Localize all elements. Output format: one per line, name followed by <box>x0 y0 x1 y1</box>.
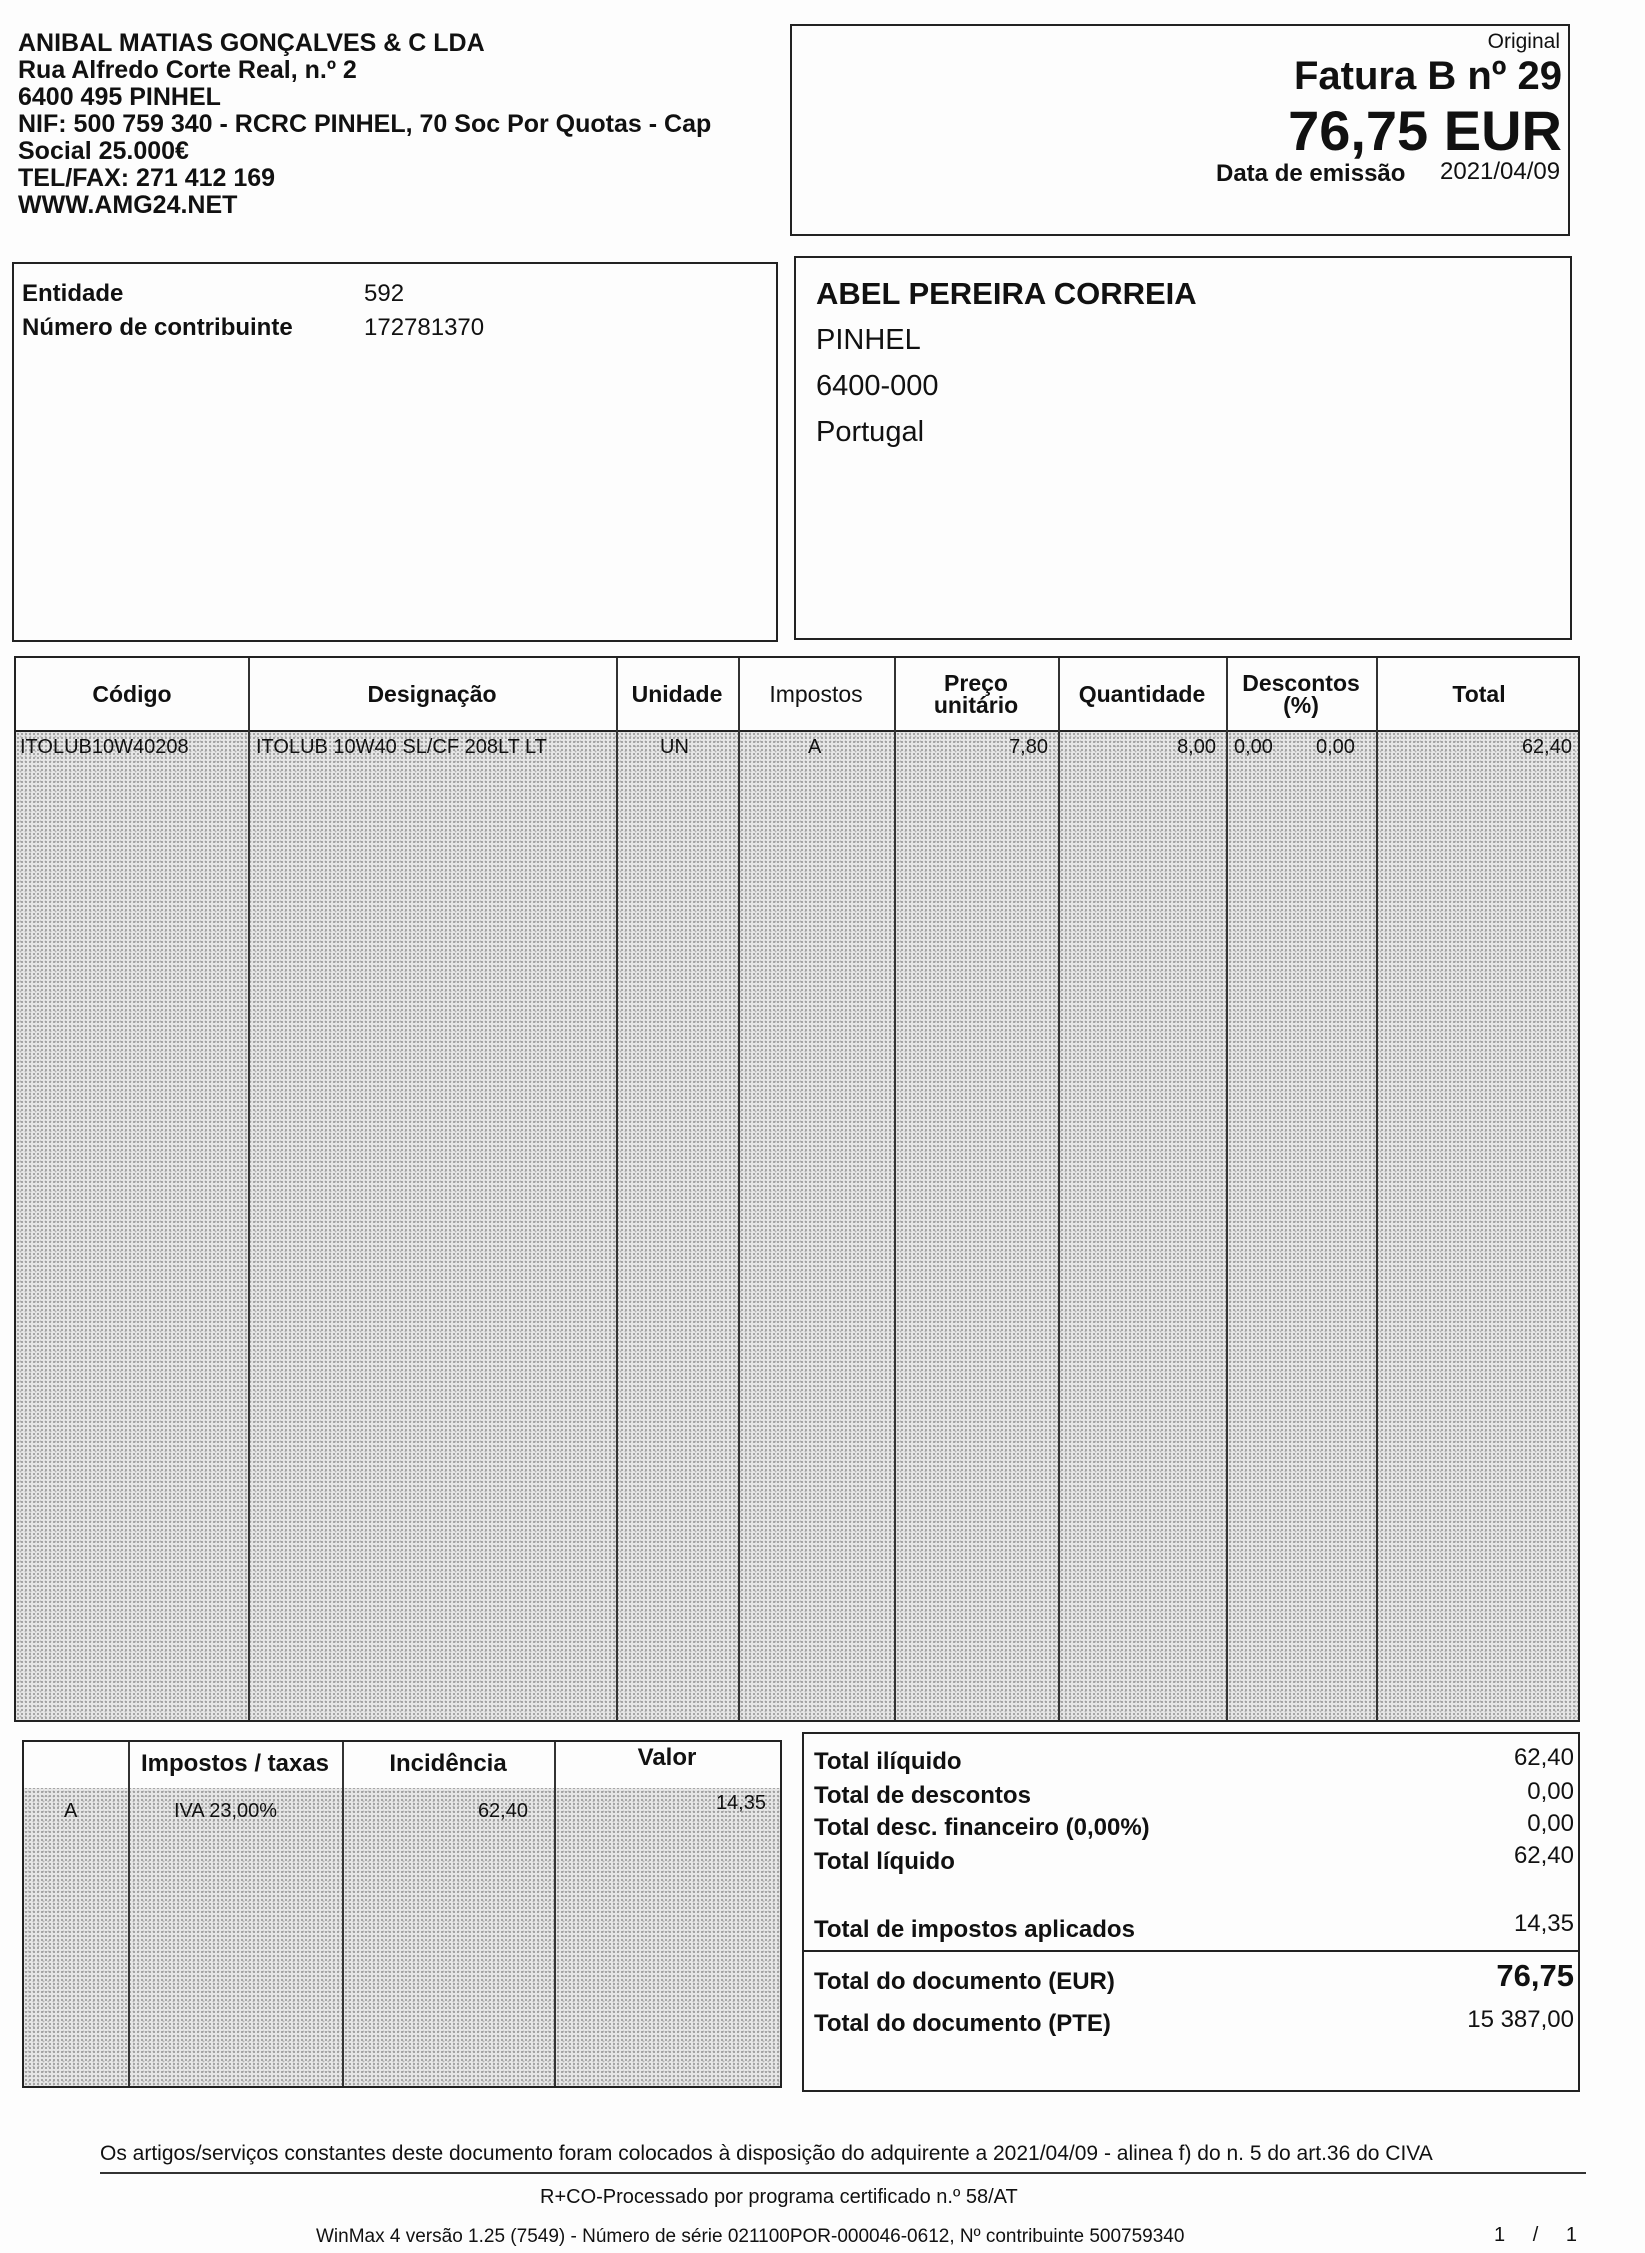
taxpayer-number-value: 172781370 <box>364 314 485 341</box>
tax-row-incidence: 62,40 <box>477 1800 528 1822</box>
column-header-discounts: Descontos (%) <box>1242 670 1360 718</box>
customer-name: ABEL PEREIRA CORREIA <box>816 276 1197 311</box>
column-header-total: Total <box>1452 681 1506 707</box>
invoice-copy-label: Original <box>1487 30 1560 53</box>
total-document-pte-label: Total do documento (PTE) <box>814 2010 1111 2037</box>
tax-row-code: A <box>64 1800 78 1822</box>
customer-postal-code: 6400-000 <box>816 370 939 402</box>
invoice-total: 76,75 EUR <box>1288 99 1562 162</box>
item-unit: UN <box>660 736 689 758</box>
item-discount-2: 0,00 <box>1316 736 1355 758</box>
total-document-eur-label: Total do documento (EUR) <box>814 1968 1115 1995</box>
total-document-pte-value: 15 387,00 <box>1467 2006 1574 2033</box>
items-table <box>14 656 1580 1722</box>
items-table-body <box>16 730 1578 1720</box>
invoice-number: Fatura B nº 29 <box>1293 54 1562 98</box>
item-total: 62,40 <box>1521 736 1572 758</box>
total-taxes-value: 14,35 <box>1513 1910 1574 1937</box>
supplier-city: 6400 495 PINHEL <box>18 83 221 111</box>
column-divider <box>1376 658 1378 1720</box>
column-divider <box>248 658 250 1720</box>
total-discounts-value: 0,00 <box>1527 1778 1574 1805</box>
column-header-designation: Designação <box>367 681 497 707</box>
column-divider <box>1058 658 1060 1720</box>
total-liquido-value: 62,40 <box>1513 1842 1574 1869</box>
customer-box <box>794 256 1572 640</box>
total-iliquido-label: Total ilíquido <box>814 1748 962 1775</box>
supplier-capital: Social 25.000€ <box>18 137 189 165</box>
page-total: 1 <box>1565 2224 1577 2246</box>
column-divider <box>128 1742 130 2086</box>
entity-value: 592 <box>364 280 405 307</box>
tax-row-value: 14,35 <box>715 1792 766 1814</box>
legal-notice: Os artigos/serviços constantes deste documento foram colocados à disposição do adquirente a 2021/04/09 - alinea f) do n. 5 do art.36 do CIVA <box>100 2142 1433 2165</box>
item-unit-price: 7,80 <box>1009 736 1048 758</box>
supplier-nif: NIF: 500 759 340 - RCRC PINHEL, 70 Soc Por Quotas - Cap <box>18 110 712 138</box>
total-document-eur-value: 76,75 <box>1496 1958 1574 1993</box>
invoice-header-box <box>790 24 1570 236</box>
column-divider <box>554 1742 556 2086</box>
supplier-name: ANIBAL MATIAS GONÇALVES & C LDA <box>18 29 485 57</box>
entity-label: Entidade <box>22 280 124 307</box>
total-iliquido-value: 62,40 <box>1513 1744 1574 1771</box>
total-taxes-label: Total de impostos aplicados <box>814 1916 1135 1943</box>
footer-rule <box>100 2172 1586 2174</box>
total-discounts-label: Total de descontos <box>814 1782 1031 1809</box>
supplier-street: Rua Alfredo Corte Real, n.º 2 <box>18 56 357 84</box>
item-quantity: 8,00 <box>1177 736 1216 758</box>
tax-header-taxes: Impostos / taxas <box>140 1750 330 1777</box>
supplier-website: WWW.AMG24.NET <box>18 191 238 219</box>
column-header-quantity: Quantidade <box>1078 681 1206 707</box>
totals-separator <box>804 1950 1578 1952</box>
invoice-date-label: Data de emissão <box>1216 160 1406 187</box>
invoice-date-value: 2021/04/09 <box>1440 158 1561 185</box>
item-code: ITOLUB10W40208 <box>20 736 189 758</box>
total-financial-discount-label: Total desc. financeiro (0,00%) <box>814 1814 1150 1841</box>
item-tax: A <box>808 736 822 758</box>
totals-box <box>802 1732 1580 2092</box>
entity-box <box>12 262 778 642</box>
column-header-code: Código <box>92 681 172 707</box>
tax-header-incidence: Incidência <box>389 1750 507 1777</box>
customer-city: PINHEL <box>816 324 921 356</box>
item-designation: ITOLUB 10W40 SL/CF 208LT LT <box>256 736 547 758</box>
customer-country: Portugal <box>816 416 925 448</box>
supplier-phone: TEL/FAX: 271 412 169 <box>18 164 276 192</box>
item-discount-1: 0,00 <box>1234 736 1273 758</box>
certification-notice: R+CO-Processado por programa certificado n.º 58/AT <box>540 2186 1018 2208</box>
page-counter <box>1494 2224 1577 2247</box>
page-current: 1 <box>1494 2224 1506 2246</box>
tax-summary-table <box>22 1740 782 2088</box>
total-liquido-label: Total líquido <box>814 1848 955 1875</box>
column-header-taxes: Impostos <box>769 681 863 707</box>
supplier-header <box>18 30 711 219</box>
column-divider <box>342 1742 344 2086</box>
taxpayer-number-label: Número de contribuinte <box>22 314 293 341</box>
column-divider <box>616 658 618 1720</box>
total-financial-discount-value: 0,00 <box>1527 1810 1574 1837</box>
page-separator: / <box>1532 2224 1539 2246</box>
column-header-unit: Unidade <box>631 681 723 707</box>
column-header-unit-price: Preço unitário <box>933 670 1019 718</box>
column-divider <box>1226 658 1228 1720</box>
tax-row-name: IVA 23,00% <box>174 1800 278 1822</box>
column-divider <box>738 658 740 1720</box>
column-divider <box>894 658 896 1720</box>
tax-header-value: Valor <box>637 1744 697 1771</box>
software-notice: WinMax 4 versão 1.25 (7549) - Número de série 021100POR-000046-0612, Nº contribuinte 500759340 <box>316 2226 1185 2247</box>
